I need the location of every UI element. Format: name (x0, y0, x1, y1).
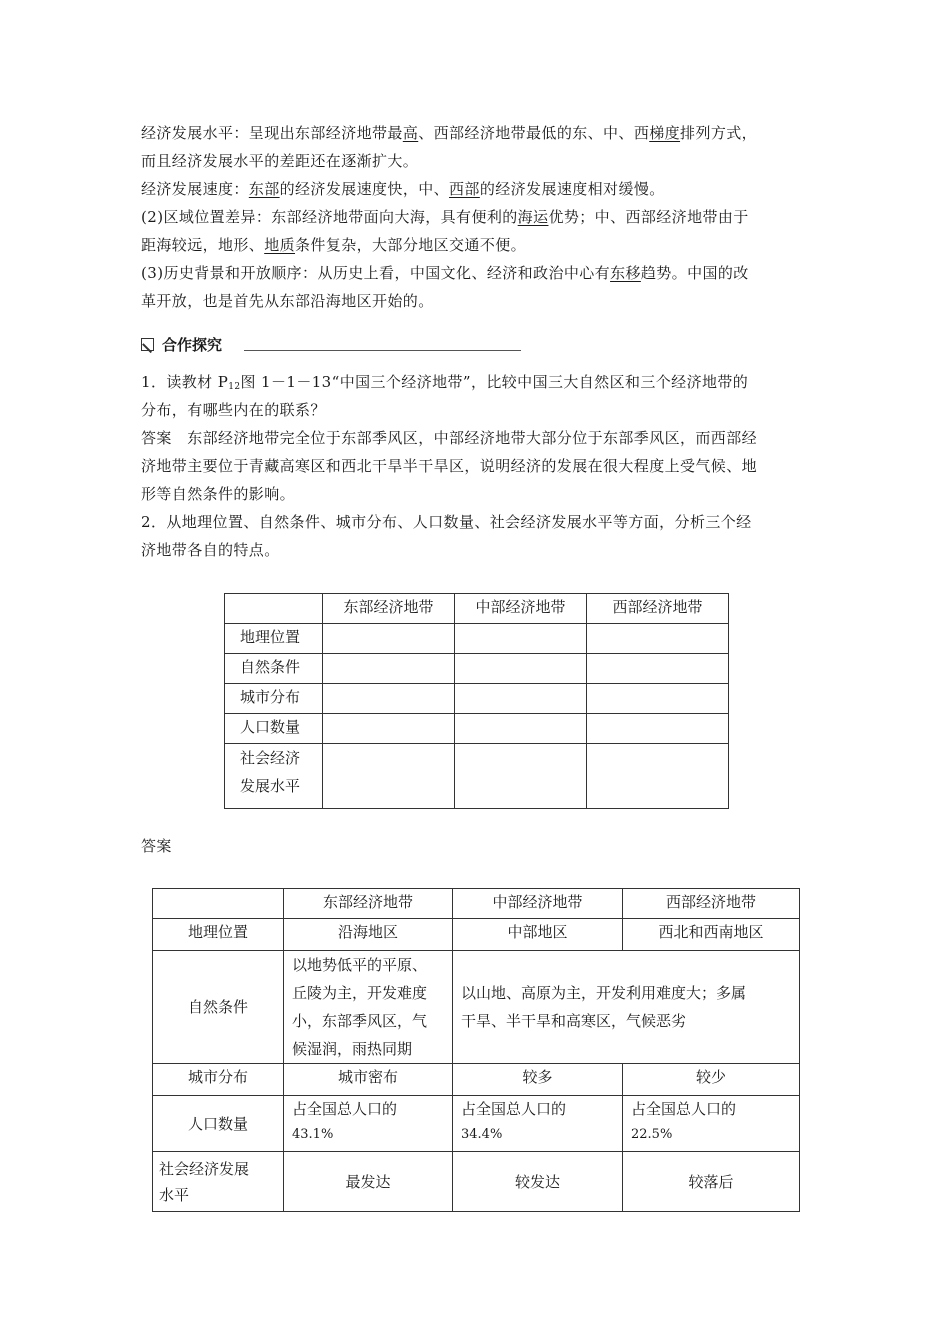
table-cell (225, 594, 323, 624)
row-label: 自然条件 (225, 654, 323, 684)
cell-central: 较多 (453, 1064, 623, 1096)
label-line: 发展水平 (240, 777, 301, 795)
row-label: 城市分布 (225, 684, 323, 714)
header-central: 中部经济地带 (455, 594, 587, 624)
q1-line-2: 分布，有哪些内在的联系？ (141, 401, 326, 419)
text: 经济发展速度： (141, 180, 249, 198)
cell-west (623, 1096, 800, 1152)
blank-cell (323, 654, 455, 684)
blank-cell (323, 684, 455, 714)
q1-answer-line-1: 答案 东部经济地带完全位于东部季风区，中部经济地带大部分位于东部季风区，而西部经 (141, 429, 758, 447)
text: 的经济发展速度快，中、 (279, 180, 450, 198)
cell-line: 以地势低平的平原、 (292, 956, 428, 974)
underlined-answer: 高 (402, 124, 419, 142)
row-label: 人口数量 (225, 714, 323, 744)
table-row (153, 889, 800, 919)
text: (3)历史背景和开放顺序：从历史上看，中国文化、经济和政治中心有 (141, 264, 611, 282)
cell-line: 小，东部季风区，气 (292, 1012, 428, 1030)
cell-line: 占全国总人口的 (461, 1100, 567, 1118)
intro-line-1 (141, 123, 757, 143)
row-label: 自然条件 (153, 951, 284, 1064)
header-west: 西部经济地带 (623, 889, 800, 919)
underlined-answer: 海运 (517, 208, 549, 226)
underlined-answer: 东移 (610, 264, 641, 282)
intro-line-6 (141, 263, 749, 283)
row-label (153, 1152, 284, 1212)
cell-central: 较发达 (453, 1152, 623, 1212)
text: 图 1－1－13“中国三个经济地带”，比较中国三大自然区和三个经济地带的 (240, 373, 749, 391)
blank-table (224, 593, 729, 809)
table-row (153, 1152, 800, 1212)
section-heading (141, 333, 222, 355)
blank-cell (323, 624, 455, 654)
cell-central (453, 1096, 623, 1152)
subscript: 12 (228, 382, 241, 392)
cell-central-west (453, 951, 800, 1064)
blank-cell (587, 654, 729, 684)
blank-cell (455, 624, 587, 654)
intro-line-3 (141, 179, 665, 199)
text: 的经济发展速度相对缓慢。 (479, 180, 665, 198)
underlined-answer: 梯度 (649, 124, 681, 142)
text: 条件复杂，大部分地区交通不便。 (295, 236, 527, 254)
table-row (225, 594, 729, 624)
text: (2)区域位置差异：东部经济地带面向大海，具有便利的 (141, 208, 518, 226)
cell-east: 沿海地区 (284, 919, 453, 951)
cell-line: 干旱、半干旱和高寒区，气候恶劣 (461, 1012, 687, 1030)
row-label: 地理位置 (225, 624, 323, 654)
blank-cell (455, 744, 587, 809)
text: 排列方式， (680, 124, 758, 142)
label-line: 水平 (159, 1185, 190, 1204)
cell-value: 34.4% (461, 1127, 503, 1142)
blank-cell (455, 684, 587, 714)
cell-line: 占全国总人口的 (631, 1100, 737, 1118)
cell-east: 城市密布 (284, 1064, 453, 1096)
table-row (225, 714, 729, 744)
table-row (153, 1064, 800, 1096)
section-title: 合作探究 (162, 335, 223, 354)
header-west: 西部经济地带 (587, 594, 729, 624)
answer-table (152, 888, 800, 1212)
intro-line-4 (141, 207, 749, 227)
table-row (225, 684, 729, 714)
q1-line-1 (141, 372, 748, 397)
row-label (225, 744, 323, 809)
blank-cell (323, 744, 455, 809)
cell-line: 丘陵为主，开发难度 (292, 984, 428, 1002)
cell-value: 22.5% (631, 1127, 673, 1142)
row-label: 人口数量 (153, 1096, 284, 1152)
table-row (225, 654, 729, 684)
answer-label: 答案 (141, 837, 172, 855)
cell-east: 最发达 (284, 1152, 453, 1212)
underlined-answer: 东部 (248, 180, 280, 198)
text: 经济发展水平：呈现出东部经济地带最 (141, 124, 403, 142)
blank-cell (455, 654, 587, 684)
text: 趋势。中国的改 (640, 264, 749, 282)
section-marker-icon (141, 338, 154, 351)
blank-cell (455, 714, 587, 744)
table-row (225, 624, 729, 654)
intro-line-5 (141, 235, 526, 255)
intro-line-7: 革开放，也是首先从东部沿海地区开始的。 (141, 292, 434, 310)
text: 距海较远，地形、 (141, 236, 265, 254)
cell-east (284, 951, 453, 1064)
underlined-answer: 西部 (449, 180, 480, 198)
table-row (225, 744, 729, 809)
underlined-answer: 地质 (264, 236, 296, 254)
cell-west: 西北和西南地区 (623, 919, 800, 951)
q2-line-2: 济地带各自的特点。 (141, 541, 280, 559)
header-east: 东部经济地带 (284, 889, 453, 919)
blank-cell (587, 624, 729, 654)
q2-line-1: 2．从地理位置、自然条件、城市分布、人口数量、社会经济发展水平等方面，分析三个经 (141, 513, 752, 531)
cell-line: 候湿润，雨热同期 (292, 1040, 413, 1058)
cell-value: 43.1% (292, 1127, 334, 1142)
cell-line: 以山地、高原为主，开发利用难度大；多属 (461, 984, 747, 1002)
label-line: 社会经济发展 (159, 1159, 250, 1178)
table-row (153, 919, 800, 951)
table-row (153, 1096, 800, 1152)
q1-answer-line-2: 济地带主要位于青藏高寒区和西北干旱半干旱区，说明经济的发展在很大程度上受气候、地 (141, 457, 758, 475)
cell-west: 较落后 (623, 1152, 800, 1212)
row-label: 城市分布 (153, 1064, 284, 1096)
label-line: 社会经济 (240, 749, 301, 767)
cell-east (284, 1096, 453, 1152)
q1-answer-line-3: 形等自然条件的影响。 (141, 485, 296, 503)
blank-cell (323, 714, 455, 744)
section-rule (244, 350, 521, 351)
blank-cell (587, 684, 729, 714)
header-central: 中部经济地带 (453, 889, 623, 919)
table-row (153, 951, 800, 1064)
text: 优势；中、西部经济地带由于 (548, 208, 749, 226)
blank-cell (587, 744, 729, 809)
cell-central: 中部地区 (453, 919, 623, 951)
blank-cell (587, 714, 729, 744)
intro-line-2: 而且经济发展水平的差距还在逐渐扩大。 (141, 152, 419, 170)
cell-west: 较少 (623, 1064, 800, 1096)
table-cell (153, 889, 284, 919)
text: 1．读教材 P (141, 373, 229, 391)
header-east: 东部经济地带 (323, 594, 455, 624)
text: 、西部经济地带最低的东、中、西 (418, 124, 650, 142)
row-label: 地理位置 (153, 919, 284, 951)
cell-line: 占全国总人口的 (292, 1100, 398, 1118)
